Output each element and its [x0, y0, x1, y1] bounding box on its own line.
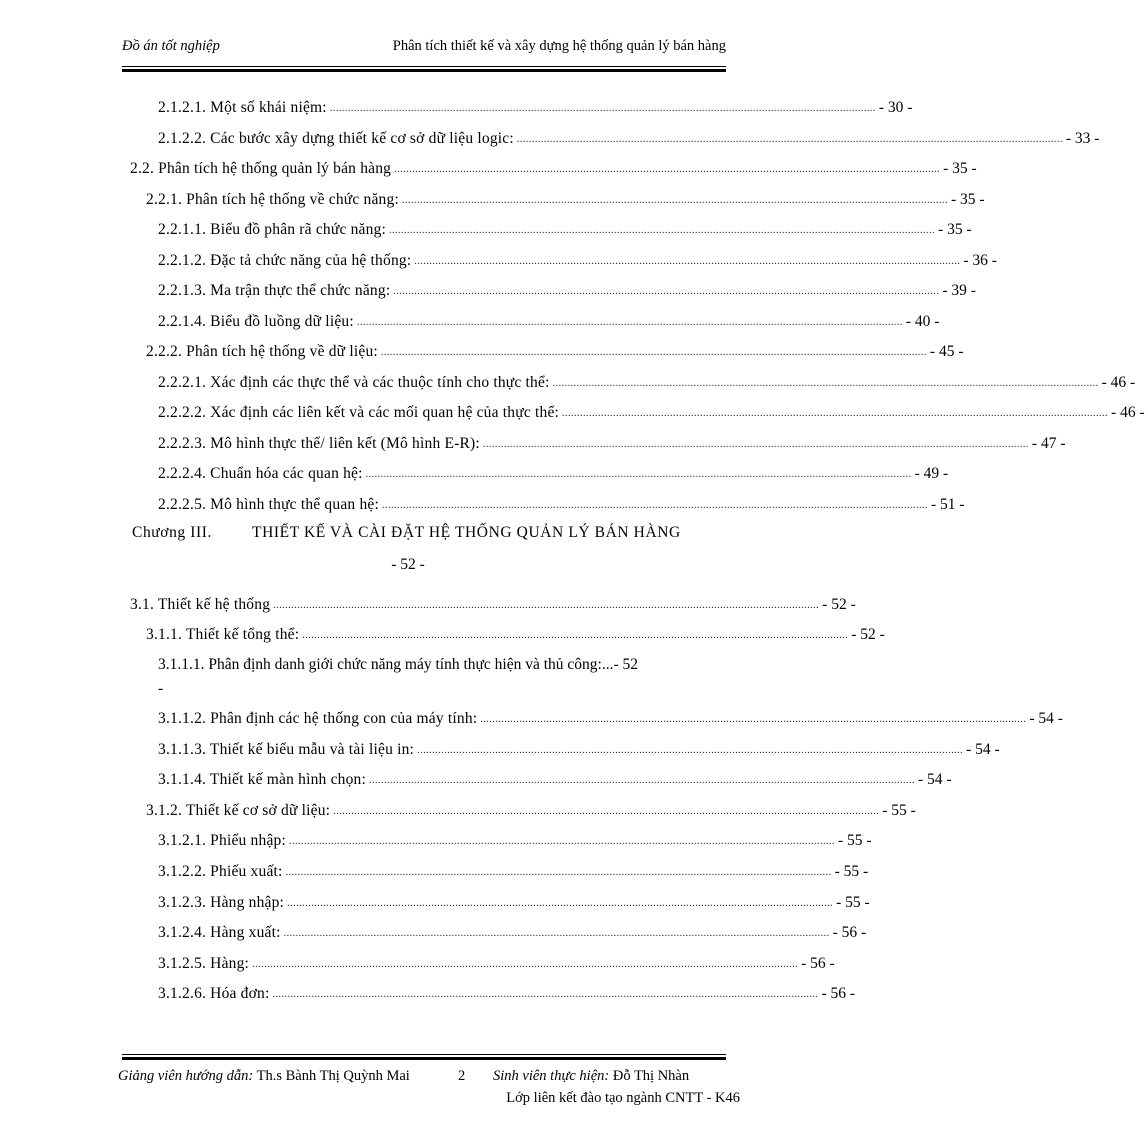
toc-entry-label: 2.2.1.2. Đặc tả chức năng của hệ thống:: [158, 251, 412, 269]
advisor-name: Th.s Bành Thị Quỳnh Mai: [256, 1068, 410, 1084]
toc-leader-dots: ......................................................................................................................................................................................: [401, 194, 948, 206]
toc-entry: [158, 95, 913, 117]
header-rule: [122, 66, 726, 72]
toc-leader-dots: ......................................................................................................................................................................................: [272, 989, 819, 1001]
toc-entry-label: 3.1.2.3. Hàng nhập:: [158, 893, 285, 911]
toc-entry-label: 3.1.2.6. Hóa đơn:: [158, 985, 270, 1003]
toc-leader-dots: ......................................................................................................................................................................................: [480, 714, 1027, 725]
toc-entry-label: 3.1.1.4. Thiết kế màn hình chọn:: [158, 771, 367, 789]
toc-leader-dots: ......................................................................................................................................................................................: [252, 958, 799, 970]
toc-entry: [158, 859, 869, 881]
toc-entry: [130, 156, 977, 178]
toc-entry: [158, 431, 1066, 453]
toc-leader-dots: ......................................................................................................................................................................................: [289, 836, 835, 848]
toc-entry-label: 3.1.1.2. Phân định các hệ thống con của máy tính:: [158, 710, 478, 727]
toc-entry-label: 2.2.1.1. Biểu đồ phân rã chức năng:: [158, 221, 387, 238]
toc-leader-dots: ......................................................................................................................................................................................: [285, 867, 832, 878]
toc-entry: [158, 217, 972, 239]
toc-entry-label: 3.1.1. Thiết kế tổng thể:: [146, 626, 300, 643]
toc-entry: [158, 309, 940, 331]
toc-entry-page: - 39 -: [942, 282, 976, 299]
toc-entry-label: 2.1.2.1. Một số khái niệm:: [158, 99, 327, 116]
toc-entry-label: 2.2.2.2. Xác định các liên kết và các mối quan hệ của thực thể:: [158, 404, 560, 421]
toc-entry-label: 3.1. Thiết kế hệ thống: [130, 596, 271, 613]
footer-page-number: 2: [458, 1068, 466, 1084]
toc-leader-dots: ......................................................................................................................................................................................: [380, 347, 927, 358]
toc-entry-page: - 55 -: [838, 832, 872, 850]
toc-entry-page: - 55 -: [834, 863, 869, 880]
toc-entry-page: - 33 -: [1065, 129, 1100, 147]
toc-entry: [158, 767, 952, 789]
student-name: Đỗ Thị Nhàn: [612, 1068, 690, 1084]
toc-entry: [158, 126, 1100, 148]
footer-rule: [122, 1054, 726, 1060]
toc-entry-page: - 35 -: [950, 190, 985, 208]
chapter-page-number: - 52 -: [391, 556, 425, 573]
toc-entry: [158, 890, 870, 912]
toc-entry-page: - 36 -: [963, 251, 997, 269]
toc-leader-dots: ......................................................................................................................................................................................: [482, 438, 1029, 450]
toc-leader-dots: ......................................................................................................................................................................................: [283, 928, 830, 940]
toc-entry: [146, 187, 985, 209]
toc-leader-dots: ......................................................................................................................................................................................: [394, 164, 941, 175]
toc-leader-dots: ......................................................................................................................................................................................: [417, 744, 964, 756]
toc-entry-page: - 55 -: [836, 893, 870, 911]
toc-entry-label: 2.2.2.5. Mô hình thực thể quan hệ:: [158, 495, 379, 513]
toc-entry-label: 3.1.2.5. Hàng:: [158, 954, 250, 972]
toc-entry-label: 2.2. Phân tích hệ thống quản lý bán hàng: [130, 160, 392, 177]
page-header: [122, 38, 726, 60]
toc-entry-label: 3.1.2.4. Hàng xuất:: [158, 924, 281, 942]
toc-entry-page: - 40 -: [905, 312, 940, 330]
student-label: Sinh viên thực hiện:: [493, 1068, 610, 1084]
toc-leader-dots: ......................................................................................................................................................................................: [516, 133, 1063, 145]
toc-entry-line1: 3.1.1.1. Phân định danh giới chức năng máy tính thực hiện và thủ công:...- 52: [158, 656, 639, 673]
toc-entry: [158, 828, 872, 850]
toc-entry-page: - 56 -: [832, 924, 867, 942]
toc-entry-page: - 51 -: [930, 495, 965, 513]
toc-leader-dots: ......................................................................................................................................................................................: [273, 600, 820, 611]
toc-leader-dots: ......................................................................................................................................................................................: [562, 408, 1109, 419]
toc-entry: [146, 622, 885, 644]
toc-entry-page: - 35 -: [943, 160, 977, 177]
toc-leader-dots: ......................................................................................................................................................................................: [381, 499, 928, 511]
toc-entry: [146, 798, 916, 820]
toc-entry-page: - 55 -: [882, 801, 916, 819]
toc-entry-page: - 56 -: [801, 954, 835, 972]
toc-entry: [158, 706, 1063, 728]
toc-entry: [146, 339, 964, 361]
toc-entry: [158, 920, 867, 942]
toc-leader-dots: ......................................................................................................................................................................................: [356, 316, 903, 328]
toc-entry-label: 3.1.1.3. Thiết kế biểu mẫu và tài liệu in:: [158, 740, 415, 758]
toc-entry: [158, 370, 1136, 392]
toc-entry: [158, 278, 976, 300]
toc-entry-label: 2.2.2. Phân tích hệ thống về dữ liệu:: [146, 343, 378, 360]
header-left-title: Đồ án tốt nghiệp: [122, 38, 220, 54]
footer-student: [493, 1068, 689, 1085]
toc-entry-label: 3.1.2. Thiết kế cơ sở dữ liệu:: [146, 801, 331, 819]
toc-entry-label: 2.2.2.1. Xác định các thực thể và các thuộc tính cho thực thể:: [158, 373, 550, 391]
toc-entry: [130, 592, 856, 614]
toc-leader-dots: ......................................................................................................................................................................................: [365, 469, 912, 480]
toc-entry-label: 2.2.1. Phân tích hệ thống về chức năng:: [146, 190, 399, 208]
toc-entry-page: - 45 -: [929, 343, 964, 360]
toc-entry: [158, 737, 1000, 759]
toc-entry-page: - 46 -: [1111, 404, 1145, 421]
advisor-label: Giảng viên hướng dẫn:: [118, 1068, 254, 1084]
toc-entry-page: - 46 -: [1101, 373, 1136, 391]
toc-leader-dots: ......................................................................................................................................................................................: [552, 377, 1099, 389]
toc-entry-page: - 49 -: [914, 465, 949, 482]
toc-entry-label: 2.2.2.4. Chuẩn hóa các quan hệ:: [158, 465, 363, 482]
toc-entry: [158, 492, 965, 514]
toc-entry-label: 2.2.1.4. Biểu đồ luồng dữ liệu:: [158, 312, 354, 330]
chapter-title: THIẾT KẾ VÀ CÀI ĐẶT HỆ THỐNG QUẢN LÝ BÁN HÀNG: [252, 524, 681, 541]
toc-entry-wrapped: [158, 656, 738, 698]
toc-leader-dots: ......................................................................................................................................................................................: [369, 775, 916, 787]
toc-entry: [158, 981, 856, 1003]
toc-leader-dots: ......................................................................................................................................................................................: [329, 103, 876, 114]
toc-entry-page: - 54 -: [966, 740, 1000, 758]
toc-leader-dots: ......................................................................................................................................................................................: [393, 286, 940, 297]
toc-entry-page: - 54 -: [918, 771, 952, 789]
toc-entry-label: 3.1.2.2. Phiếu xuất:: [158, 863, 283, 880]
toc-entry: [158, 248, 997, 270]
toc-leader-dots: ......................................................................................................................................................................................: [414, 255, 961, 267]
toc-entry-page: - 35 -: [938, 221, 972, 238]
toc-entry-page: - 47 -: [1031, 434, 1066, 452]
toc-entry-page: - 56 -: [821, 985, 856, 1003]
toc-leader-dots: ......................................................................................................................................................................................: [333, 805, 880, 817]
footer-class: Lớp liên kết đào tạo ngành CNTT - K46: [506, 1090, 740, 1106]
chapter-number: Chương III.: [132, 524, 213, 541]
toc-entry: [158, 951, 835, 973]
toc-entry-label: 2.2.2.3. Mô hình thực thể/ liên kết (Mô hình E-R):: [158, 434, 480, 452]
toc-entry-label: 2.1.2.2. Các bước xây dựng thiết kế cơ sở dữ liệu logic:: [158, 129, 514, 147]
toc-entry: [158, 461, 949, 483]
toc-entry-page: - 30 -: [878, 99, 913, 116]
toc-entry-page: - 54 -: [1029, 710, 1063, 727]
toc-entry-page: - 52 -: [851, 626, 885, 643]
toc-entry-line2: -: [158, 680, 164, 697]
toc-entry-page: - 52 -: [822, 596, 856, 613]
toc-entry: [158, 400, 1145, 422]
toc-entry-label: 3.1.2.1. Phiếu nhập:: [158, 832, 286, 850]
toc-leader-dots: ......................................................................................................................................................................................: [389, 225, 936, 236]
toc-entry-label: 2.2.1.3. Ma trận thực thể chức năng:: [158, 282, 391, 299]
toc-leader-dots: ......................................................................................................................................................................................: [287, 897, 834, 909]
toc-leader-dots: ......................................................................................................................................................................................: [302, 630, 849, 641]
header-right-title: Phân tích thiết kế và xây dựng hệ thống quản lý bán hàng: [392, 38, 726, 54]
footer-advisor: [118, 1068, 410, 1085]
